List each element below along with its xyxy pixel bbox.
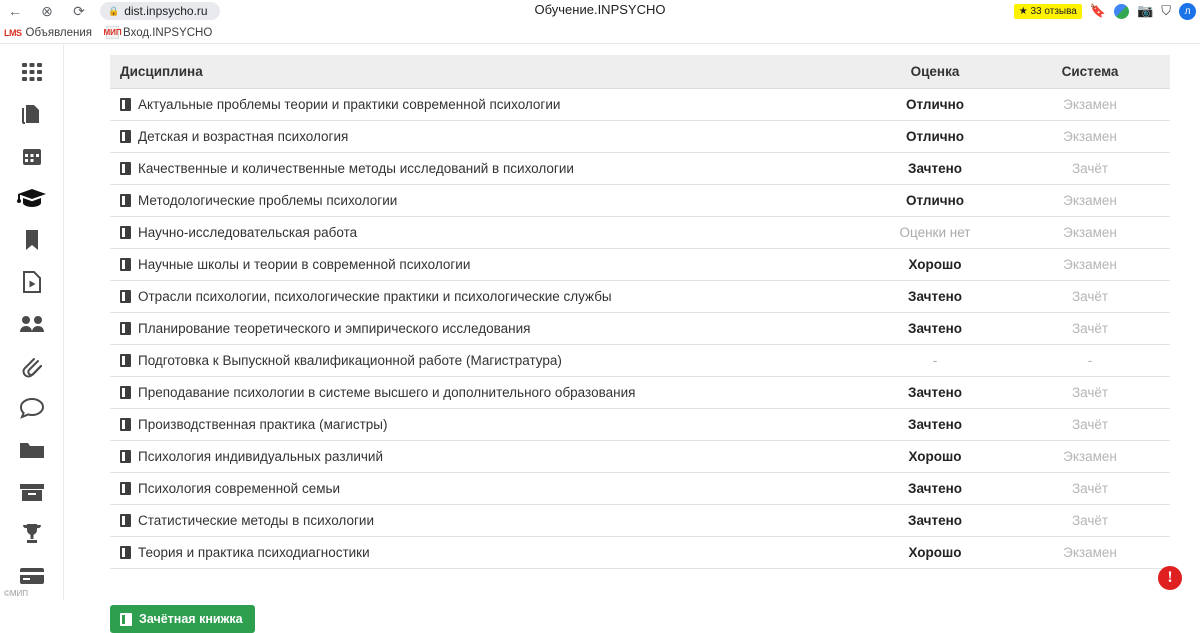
archive-icon[interactable] bbox=[12, 475, 52, 508]
cell-system: Зачёт bbox=[1010, 505, 1170, 537]
cell-grade: Хорошо bbox=[860, 537, 1010, 569]
cell-discipline bbox=[110, 377, 860, 409]
book-icon bbox=[120, 258, 131, 271]
bookmark-item-announcements[interactable] bbox=[4, 27, 92, 39]
book-icon bbox=[120, 546, 131, 559]
book-icon bbox=[120, 130, 131, 143]
table-row bbox=[110, 473, 1170, 505]
cell-discipline bbox=[110, 313, 860, 345]
grades-table-head bbox=[110, 55, 1170, 89]
cell-discipline bbox=[110, 505, 860, 537]
cell-grade: Зачтено bbox=[860, 505, 1010, 537]
discipline-label: Качественные и количественные методы исследований в психологии bbox=[138, 161, 574, 176]
grades-table-body bbox=[110, 89, 1170, 569]
cell-system: Зачёт bbox=[1010, 409, 1170, 441]
cell-grade: Зачтено bbox=[860, 313, 1010, 345]
copyright-label: ©МИП bbox=[4, 589, 29, 598]
apps-grid-icon[interactable] bbox=[12, 55, 52, 88]
table-row bbox=[110, 153, 1170, 185]
cell-system: Экзамен bbox=[1010, 217, 1170, 249]
cell-grade: Зачтено bbox=[860, 153, 1010, 185]
discipline-label: Научно-исследовательская работа bbox=[138, 225, 358, 240]
bookmark-item-login[interactable] bbox=[103, 26, 213, 39]
discipline-label: Актуальные проблемы теории и практики современной психологии bbox=[138, 97, 561, 112]
discipline-label: Теория и практика психодиагностики bbox=[138, 545, 370, 560]
cell-discipline bbox=[110, 121, 860, 153]
cell-grade: Отлично bbox=[860, 185, 1010, 217]
cell-grade: Отлично bbox=[860, 121, 1010, 153]
book-icon bbox=[120, 162, 131, 175]
lms-favicon-icon: LMS bbox=[4, 27, 22, 38]
cell-system: Зачёт bbox=[1010, 377, 1170, 409]
left-icon-rail bbox=[0, 45, 64, 600]
cell-system: Зачёт bbox=[1010, 153, 1170, 185]
cell-discipline bbox=[110, 537, 860, 569]
cell-system: - bbox=[1010, 345, 1170, 377]
discipline-label: Научные школы и теории в современной психологии bbox=[138, 257, 471, 272]
cell-grade: Зачтено bbox=[860, 473, 1010, 505]
cell-discipline bbox=[110, 249, 860, 281]
column-header-system: Система bbox=[1010, 55, 1170, 89]
book-icon bbox=[120, 450, 131, 463]
cell-discipline bbox=[110, 217, 860, 249]
trophy-icon[interactable] bbox=[12, 517, 52, 550]
cell-system: Экзамен bbox=[1010, 185, 1170, 217]
bookmark-icon[interactable] bbox=[12, 223, 52, 256]
table-row bbox=[110, 185, 1170, 217]
discipline-label: Статистические методы в психологии bbox=[138, 513, 374, 528]
column-header-grade: Оценка bbox=[860, 55, 1010, 89]
table-row bbox=[110, 281, 1170, 313]
navigation-buttons bbox=[0, 2, 88, 20]
cell-discipline bbox=[110, 153, 860, 185]
cell-grade: Зачтено bbox=[860, 281, 1010, 313]
chrome-right-actions bbox=[1014, 0, 1196, 22]
cell-system: Экзамен bbox=[1010, 537, 1170, 569]
table-row bbox=[110, 345, 1170, 377]
extension-icon[interactable] bbox=[1114, 4, 1129, 19]
discipline-label: Психология современной семьи bbox=[138, 481, 341, 496]
mip-favicon-icon: МИП bbox=[103, 28, 122, 37]
cell-system: Экзамен bbox=[1010, 249, 1170, 281]
discipline-label: Планирование теоретического и эмпирического исследования bbox=[138, 321, 531, 336]
cell-discipline bbox=[110, 441, 860, 473]
table-row bbox=[110, 441, 1170, 473]
book-icon bbox=[120, 613, 132, 626]
main-content bbox=[64, 45, 1200, 626]
discipline-label: Детская и возрастная психология bbox=[138, 129, 349, 144]
record-book-label: Зачётная книжка bbox=[139, 612, 243, 626]
column-header-discipline: Дисциплина bbox=[110, 55, 860, 89]
discipline-label: Психология индивидуальных различий bbox=[138, 449, 383, 464]
book-icon bbox=[120, 482, 131, 495]
folder-icon[interactable] bbox=[12, 433, 52, 466]
address-bar-url: dist.inpsycho.ru bbox=[124, 4, 208, 18]
cell-discipline bbox=[110, 473, 860, 505]
cell-grade: Зачтено bbox=[860, 409, 1010, 441]
table-row bbox=[110, 313, 1170, 345]
graduation-cap-icon[interactable] bbox=[12, 181, 52, 214]
book-icon bbox=[120, 418, 131, 431]
cell-grade: Отлично bbox=[860, 89, 1010, 121]
stop-icon[interactable]: ⊗ bbox=[41, 3, 53, 19]
discipline-label: Преподавание психологии в системе высшего и дополнительного образования bbox=[138, 385, 636, 400]
bookmark-label: Вход.INPSYCHO bbox=[123, 26, 213, 39]
book-icon bbox=[120, 322, 131, 335]
table-header-row bbox=[110, 55, 1170, 89]
card-icon[interactable] bbox=[12, 559, 52, 592]
book-icon bbox=[120, 290, 131, 303]
table-row bbox=[110, 537, 1170, 569]
reload-icon[interactable]: ⟳ bbox=[73, 3, 85, 19]
discipline-label: Методологические проблемы психологии bbox=[138, 193, 398, 208]
documents-icon[interactable] bbox=[12, 97, 52, 130]
record-book-button[interactable] bbox=[110, 605, 255, 633]
grades-table-wrapper bbox=[110, 55, 1170, 569]
browser-toolbar bbox=[0, 0, 1200, 22]
cell-discipline bbox=[110, 89, 860, 121]
address-bar[interactable] bbox=[100, 2, 220, 20]
discipline-label: Подготовка к Выпускной квалификационной работе (Магистратура) bbox=[138, 353, 562, 368]
table-row bbox=[110, 409, 1170, 441]
cell-discipline bbox=[110, 281, 860, 313]
book-icon bbox=[120, 514, 131, 527]
cell-system: Зачёт bbox=[1010, 313, 1170, 345]
people-icon[interactable] bbox=[12, 307, 52, 340]
cell-system: Экзамен bbox=[1010, 121, 1170, 153]
table-row bbox=[110, 217, 1170, 249]
book-icon bbox=[120, 226, 131, 239]
grades-table bbox=[110, 55, 1170, 569]
table-row bbox=[110, 249, 1170, 281]
discipline-label: Отрасли психологии, психологические практики и психологические службы bbox=[138, 289, 612, 304]
cell-grade: Зачтено bbox=[860, 377, 1010, 409]
book-icon bbox=[120, 354, 131, 367]
attachment-icon[interactable] bbox=[12, 349, 52, 382]
cell-system: Зачёт bbox=[1010, 281, 1170, 313]
cell-system: Зачёт bbox=[1010, 473, 1170, 505]
video-file-icon[interactable] bbox=[12, 265, 52, 298]
bookmarks-bar bbox=[0, 22, 1200, 44]
chat-icon[interactable] bbox=[12, 391, 52, 424]
cell-discipline bbox=[110, 409, 860, 441]
book-icon bbox=[120, 98, 131, 111]
cell-discipline bbox=[110, 185, 860, 217]
back-arrow-icon[interactable]: ← bbox=[8, 3, 22, 19]
puzzle-extension-icon[interactable]: ⛉ bbox=[1161, 3, 1171, 18]
book-icon bbox=[120, 194, 131, 207]
table-row bbox=[110, 377, 1170, 409]
cell-system: Экзамен bbox=[1010, 89, 1170, 121]
book-icon bbox=[120, 386, 131, 399]
alert-badge[interactable]: ! bbox=[1158, 566, 1182, 590]
bookmark-star-icon[interactable]: 🔖 bbox=[1089, 3, 1107, 18]
cell-system: Экзамен bbox=[1010, 441, 1170, 473]
calendar-icon[interactable] bbox=[12, 139, 52, 172]
cell-grade: - bbox=[860, 345, 1010, 377]
cell-grade: Оценки нет bbox=[860, 217, 1010, 249]
table-row bbox=[110, 89, 1170, 121]
page-title: Обучение.INPSYCHO bbox=[534, 2, 666, 17]
camera-extension-icon[interactable]: 📷 bbox=[1137, 3, 1154, 18]
table-row bbox=[110, 121, 1170, 153]
rating-badge[interactable]: ★ 33 отзыва bbox=[1014, 4, 1082, 19]
bookmark-label: Объявления bbox=[25, 26, 93, 39]
cell-grade: Хорошо bbox=[860, 249, 1010, 281]
lock-icon: 🔒 bbox=[108, 5, 120, 16]
cell-grade: Хорошо bbox=[860, 441, 1010, 473]
discipline-label: Производственная практика (магистры) bbox=[138, 417, 388, 432]
cell-discipline bbox=[110, 345, 860, 377]
table-row bbox=[110, 505, 1170, 537]
profile-avatar[interactable]: л bbox=[1179, 3, 1196, 20]
